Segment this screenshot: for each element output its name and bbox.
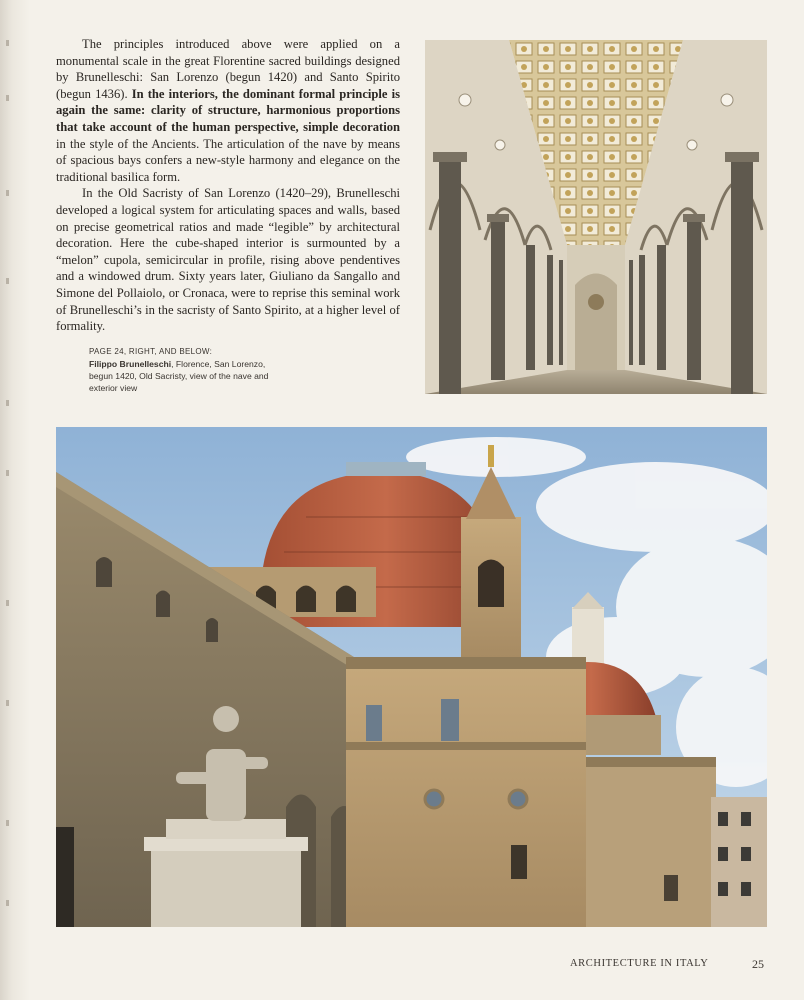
page-gutter [0,0,30,1000]
gutter-mark [6,900,9,906]
exterior-view-photo [56,427,767,927]
caption-description: , Florence, San Lorenzo, begun 1420, Old Sacristy, view of the nave and exterior view [89,359,269,393]
gutter-mark [6,600,9,606]
paragraph-2: In the Old Sacristy of San Lorenzo (1420–29), Brunelleschi developed a logical system for articulating spaces and walls, based on precise geometrical ratios and made “legible” by architectural decoration. Here the cube-shaped interior is surmounted by a “melon” cupola, semicircular in profile, rising above pendentives and a windowed drum. Sixty years later, Giuliano da Sangallo and Simone del Pollaiolo, or Cronaca, were to reprise this seminal work of Brunelleschi’s in the sacristy of Santo Spirito, at a higher level of formality. [56,186,400,334]
gutter-mark [6,95,9,101]
body-text [56,36,400,335]
caption-heading: PAGE 24, RIGHT, AND BELOW: [89,347,213,356]
paragraph-1-tail: in the style of the Ancients. The articulation of the nave by means of spacious bays confers a new-style harmony and elegance on the traditional basilica form. [56,136,400,184]
gutter-mark [6,400,9,406]
figure-caption [89,346,289,394]
gutter-mark [6,278,9,284]
caption-body [89,358,289,394]
gutter-mark [6,820,9,826]
running-title: ARCHITECTURE IN ITALY [570,958,709,969]
gutter-mark [6,470,9,476]
gutter-mark [6,190,9,196]
page-number: 25 [752,957,764,971]
paragraph-1 [56,36,400,185]
gutter-mark [6,40,9,46]
paragraph-1-emphasis: In the interiors, the dominant formal principle is again the same: clarity of structure, harmonious proportions that take account of the human perspective, simple decoration [56,86,400,134]
nave-interior-photo [425,40,767,394]
caption-artist: Filippo Brunelleschi [89,359,172,369]
gutter-mark [6,700,9,706]
paragraph-1-lead: The principles introduced above were applied on a monumental scale in the great Florentine sacred buildings designed by Brunelleschi: San Lorenzo (begun 1420) and Santo Spirito (begun 1436). [56,37,400,101]
